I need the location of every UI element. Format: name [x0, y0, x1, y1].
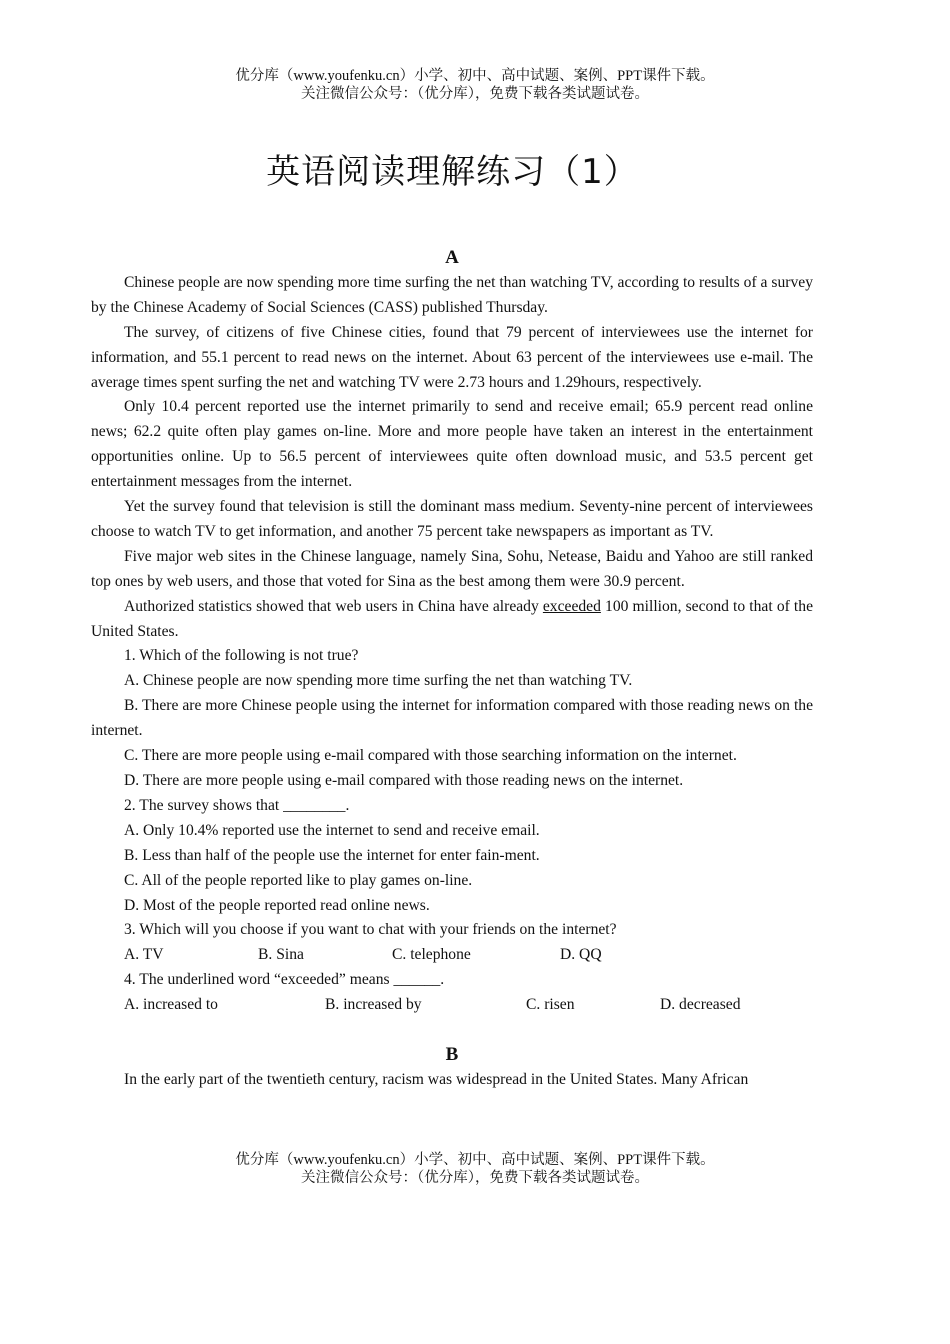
- question-2: 2. The survey shows that ________.: [124, 796, 350, 814]
- passage-a-paragraph-6: [91, 595, 813, 645]
- footer-line-2: 关注微信公众号：（优分库），免费下载各类试题试卷。: [301, 1170, 649, 1186]
- paragraph-6-text-start: Authorized statistics showed that web users in China have already: [124, 597, 543, 615]
- footer-line-1: 优分库（www.youfenku.cn）小学、初中、高中试题、案例、PPT课件下载。: [235, 1152, 715, 1168]
- question-1-option-d: D. There are more people using e-mail compared with those reading news on the internet.: [124, 772, 684, 790]
- question-3-option-b: B. Sina: [258, 946, 304, 964]
- question-4-option-c: C. risen: [526, 996, 575, 1014]
- underlined-word-exceeded: exceeded: [542, 597, 601, 615]
- question-3-option-d: D. QQ: [560, 946, 602, 964]
- passage-a-paragraph-1: Chinese people are now spending more time surfing the net than watching TV, according to results of a survey by the Chinese Academy of Social Sciences (CASS) published Thursday.: [91, 273, 813, 316]
- question-1-option-c: C. There are more people using e-mail compared with those searching information on the internet.: [124, 747, 737, 765]
- question-1-option-b: B. There are more Chinese people using the internet for information compared with those reading news on the internet.: [91, 697, 813, 740]
- paragraph-6-text-end: 100 million, second to that of the United States.: [91, 597, 813, 640]
- passage-b-paragraph-1: In the early part of the twentieth century, racism was widespread in the United States. Many African: [124, 1070, 749, 1088]
- question-3: 3. Which will you choose if you want to chat with your friends on the internet?: [124, 921, 617, 939]
- header-line-1: 优分库（www.youfenku.cn）小学、初中、高中试题、案例、PPT课件下载。: [235, 68, 715, 84]
- page-title: 英语阅读理解练习（1）: [266, 152, 639, 192]
- question-4-option-b: B. increased by: [325, 996, 422, 1014]
- section-b-heading: B: [445, 1043, 459, 1065]
- question-3-option-c: C. telephone: [392, 946, 471, 964]
- page-header: [0, 67, 950, 103]
- passage-a-paragraph-3: Only 10.4 percent reported use the internet primarily to send and receive email; 65.9 percent read online news; 62.2 quite often play games on-line. More and more people have taken an interest in the entertainment opportunities online. Up to 56.5 percent of interviewees quite often download music, and 53.5 percent get entertainment messages from the internet.: [91, 398, 813, 491]
- document-body: [91, 246, 813, 1093]
- question-2-option-d: D. Most of the people reported read online news.: [124, 896, 430, 914]
- question-4-option-a: A. increased to: [124, 996, 218, 1014]
- question-2-option-c: C. All of the people reported like to play games on-line.: [124, 871, 473, 889]
- passage-a-paragraph-4: Yet the survey found that television is still the dominant mass medium. Seventy-nine percent of interviewees choose to watch TV to get information, and another 75 percent take newspapers as important as TV.: [91, 498, 813, 540]
- question-1: 1. Which of the following is not true?: [124, 647, 359, 665]
- question-3-option-a: A. TV: [124, 946, 164, 964]
- question-4-option-d: D. decreased: [660, 996, 741, 1014]
- question-3-options: [124, 943, 813, 968]
- section-spacer: [91, 1018, 813, 1043]
- question-4-options: [124, 993, 813, 1018]
- passage-a-paragraph-2: The survey, of citizens of five Chinese cities, found that 79 percent of interviewees use the internet for information, and 55.1 percent to read news on the internet. About 63 percent of the interviewees use e-mail. The average times spent surfing the net and watching TV were 2.73 hours and 1.29hours, respectively.: [91, 323, 813, 391]
- page-footer: [0, 1151, 950, 1187]
- section-a-heading: A: [445, 247, 459, 268]
- question-2-option-a: A. Only 10.4% reported use the internet to send and receive email.: [124, 821, 540, 839]
- header-line-2: 关注微信公众号：（优分库），免费下载各类试题试卷。: [301, 86, 649, 102]
- passage-a-paragraph-5: Five major web sites in the Chinese language, namely Sina, Sohu, Netease, Baidu and Yahoo are still ranked top ones by web users, and those that voted for Sina as the best among them were 30.9 percent.: [91, 547, 813, 590]
- question-2-option-b: B. Less than half of the people use the internet for enter fain-ment.: [124, 846, 540, 864]
- question-4: 4. The underlined word “exceeded” means ______.: [124, 971, 445, 989]
- question-1-option-a: A. Chinese people are now spending more time surfing the net than watching TV.: [124, 672, 633, 690]
